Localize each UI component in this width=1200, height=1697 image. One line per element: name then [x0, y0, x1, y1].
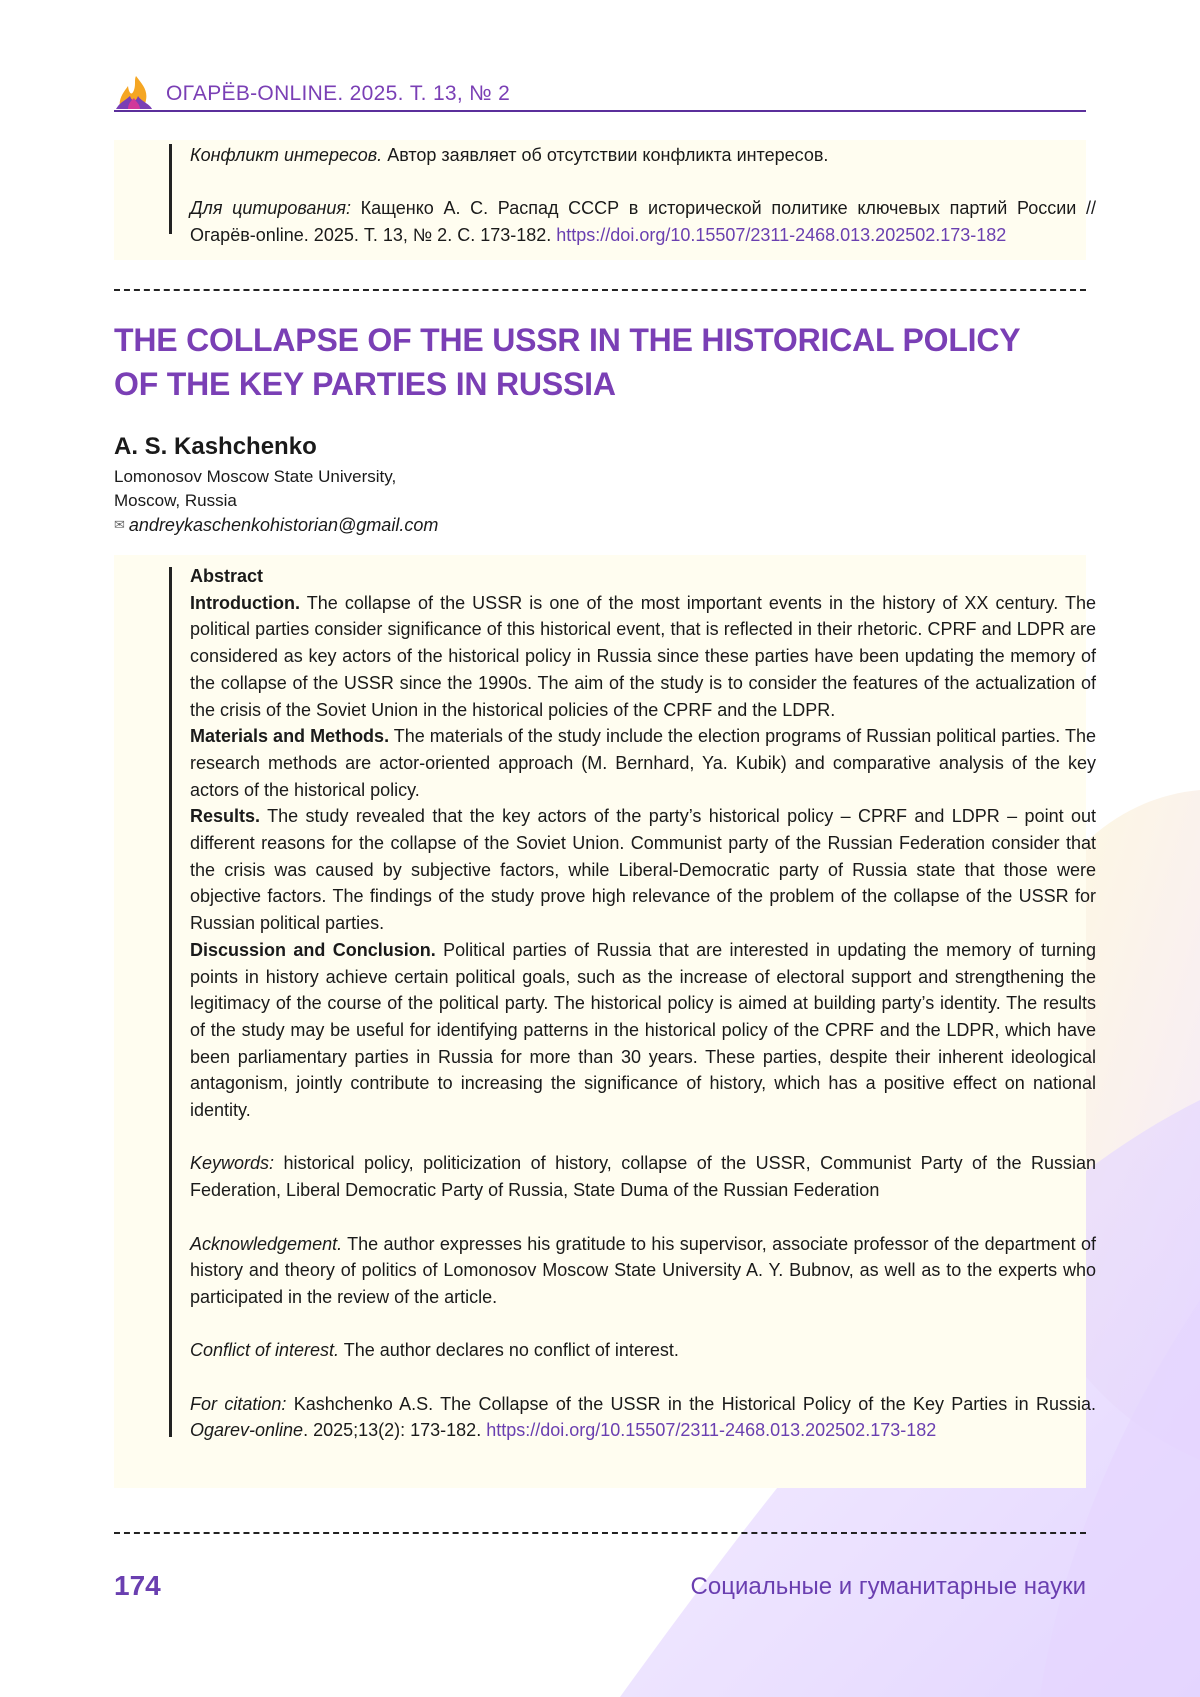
ru-conflict-text: Автор заявляет об отсутствии конфликта интересов. — [382, 145, 829, 165]
intro-label: Introduction. — [190, 592, 300, 613]
ack-label: Acknowledgement. — [190, 1233, 343, 1254]
ack-text: The author expresses his gratitude to his supervisor, associate professor of the department of history and theory of politics of Lomonosov Moscow State University A. Y. Bubnov, as well as to the experts who participated in the review of the article. — [190, 1233, 1096, 1307]
doi-link[interactable]: https://doi.org/10.15507/2311-2468.013.202502.173-182 — [486, 1420, 937, 1441]
methods-text: The materials of the study include the election programs of Russian political parties. The research methods are actor-oriented approach (M. Bernhard, Ya. Kubik) and comparative analysis of the key actors of the historical policy. — [190, 726, 1096, 800]
results-text: The study revealed that the key actors of the party’s historical policy – CPRF and LDPR – point out different reasons for the collapse of the Soviet Union. Communist party of the Russian Federation consider that the crisis was caused by subjective factors, while Liberal-Democratic party of Russia state that those were objective factors. The findings of the study prove high relevance of the problem of the collapse of the USSR for Russian political parties. — [190, 806, 1096, 934]
email-address[interactable]: andreykaschenkohistorian@gmail.com — [128, 515, 439, 535]
results-label: Results. — [190, 806, 261, 827]
abstract-introduction — [190, 590, 1096, 724]
ru-citation-text: Кащенко А. С. Распад СССР в исторической политике ключевых партий России // Огарёв-online. 2025. Т. 13, № 2. С. 173-182. — [190, 198, 1096, 246]
keywords-label: Keywords: — [190, 1153, 275, 1174]
section-name: Социальные и гуманитарные науки — [690, 1573, 1086, 1600]
citation — [190, 1391, 1096, 1444]
affiliation-line-2: Moscow, Russia — [114, 491, 237, 510]
ru-conflict-label: Конфликт интересов. — [190, 145, 383, 165]
quote-bar — [169, 567, 172, 1437]
header-rule — [114, 110, 1086, 112]
acknowledgement — [190, 1231, 1096, 1311]
ru-citation-label: Для цитирования: — [190, 198, 351, 219]
quote-bar — [169, 144, 172, 234]
ru-doi-link[interactable]: https://doi.org/10.15507/2311-2468.013.202502.173-182 — [556, 225, 1007, 246]
methods-label: Materials and Methods. — [190, 726, 390, 747]
ru-info-text — [190, 142, 1096, 249]
author-affiliation — [114, 465, 396, 513]
abstract-heading: Abstract — [190, 566, 264, 586]
affiliation-line-1: Lomonosov Moscow State University, — [114, 467, 397, 486]
abstract-methods — [190, 723, 1096, 803]
title-line-1: THE COLLAPSE OF THE USSR IN THE HISTORICAL POLICY — [114, 322, 1021, 358]
journal-title: ОГАРЁВ-ONLINE. 2025. Т. 13, № 2 — [166, 82, 511, 105]
keywords — [190, 1150, 1096, 1203]
discussion-label: Discussion and Conclusion. — [190, 939, 436, 960]
citation-label: For citation: — [190, 1393, 287, 1414]
conflict-label: Conflict of interest. — [190, 1340, 340, 1361]
ru-citation — [190, 195, 1096, 248]
citation-rest: . 2025;13(2): 173-182. — [303, 1420, 487, 1441]
flame-logo-icon — [114, 76, 154, 110]
intro-text: The collapse of the USSR is one of the most important events in the history of XX century. The political parties consider significance of this historical event, that is reflected in their rhetoric. CPRF and LDPR are considered as key actors of the historical policy in Russia since these parties have been updating the memory of the collapse of the USSR since the 1990s. The aim of the study is to consider the features of the actualization of the crisis of the Soviet Union in the historical policies of the CPRF and the LDPR. — [190, 592, 1096, 720]
author-email — [114, 513, 438, 537]
discussion-text: Political parties of Russia that are interested in updating the memory of turning points in history achieve certain political goals, such as the increase of electoral support and strengthening the legitimacy of the course of the political party. The historical policy is aimed at building party’s identity. The results of the study may be useful for identifying patterns in the historical policy of the CPRF and the LDPR, which have been parliamentary parties in Russia for more than 30 years. These parties, despite their inherent ideological antagonism, jointly contribute to increasing the significance of history, which has a positive effect on national identity. — [190, 939, 1096, 1121]
abstract-results — [190, 803, 1096, 937]
envelope-icon: ✉ — [114, 517, 125, 532]
abstract-text — [190, 563, 1096, 1444]
page-number: 174 — [114, 1570, 161, 1601]
author-name: A. S. Kashchenko — [114, 433, 317, 460]
ru-conflict — [190, 142, 1096, 169]
abstract-discussion — [190, 937, 1096, 1124]
conflict-of-interest — [190, 1337, 1096, 1364]
title-line-2: OF THE KEY PARTIES IN RUSSIA — [114, 366, 616, 402]
citation-text: Kashchenko A.S. The Collapse of the USSR in the Historical Policy of the Key Parties in Russia. — [286, 1393, 1096, 1414]
abstract-box — [114, 555, 1096, 1488]
dashed-divider-bottom — [114, 1532, 1086, 1534]
conflict-text: The author declares no conflict of interest. — [339, 1340, 679, 1361]
article-title — [114, 318, 1074, 406]
journal-header — [114, 74, 1086, 112]
keywords-text: historical policy, politicization of history, collapse of the USSR, Communist Party of the Russian Federation, Liberal Democratic Party of Russia, State Duma of the Russian Federation — [190, 1153, 1096, 1201]
dashed-divider-top — [114, 289, 1086, 291]
ru-info-box — [114, 140, 1096, 260]
citation-journal: Ogarev-online — [190, 1420, 304, 1441]
